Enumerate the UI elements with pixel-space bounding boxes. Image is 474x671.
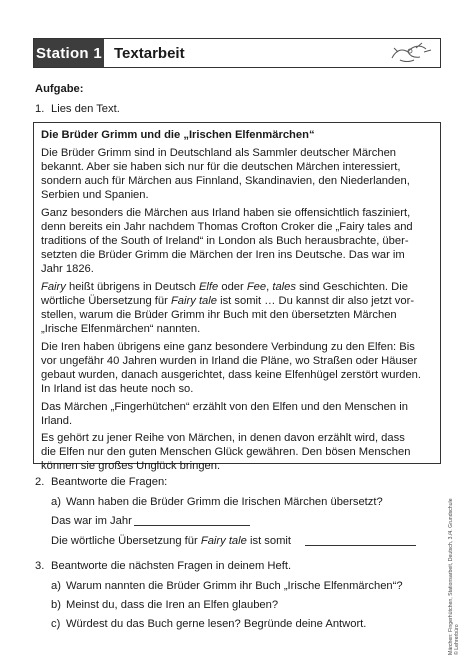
step3-text: Beantworte die nächsten Fragen in deinem Heft. <box>51 560 292 572</box>
text-line: denn bereits ein Jahr nachdem Thomas Crofton Croker die „Fairy tales and <box>41 221 413 233</box>
step3-number: 3. <box>35 560 45 572</box>
text-line: Fairy heißt übrigens in Deutsch Elfe oder Fee, tales sind Geschichten. Die <box>41 281 408 293</box>
question-3b: Meinst du, dass die Iren an Elfen glauben? <box>66 599 279 611</box>
question-label: a) <box>51 496 61 508</box>
story-paragraph-6 <box>41 431 437 473</box>
answer-prompt-translation: Die wörtliche Übersetzung für Fairy tale ist somit <box>51 535 292 547</box>
question-3c: Würdest du das Buch gerne lesen? Begründe deine Antwort. <box>66 618 367 630</box>
question-2a: Wann haben die Brüder Grimm die Irischen Märchen übersetzt? <box>66 496 383 508</box>
text-line: die Elfen nur den guten Menschen Glück gewähren. Den bösen Menschen <box>41 446 411 458</box>
station-header <box>33 38 441 68</box>
question-3a: Warum nannten die Brüder Grimm ihr Buch „Irische Elfenmärchen“? <box>66 580 403 592</box>
side-credit <box>448 480 458 655</box>
text-line: vor ungefähr 40 Jahren wurden in Irland die Pläne, wo Straßen oder Häuser <box>41 355 418 367</box>
text-line: Serbien und Spanien. <box>41 189 149 201</box>
text-line: gebaut wurden, danach ausgerichtet, dass keine Elfenhügel zerstört wurden. <box>41 369 421 381</box>
step1-number: 1. <box>35 103 45 115</box>
text-line: Ganz besonders die Märchen aus Irland haben sie offensichtlich fasziniert, <box>41 207 411 219</box>
text-line: traditions of the South of Ireland“ in London als Buch herausbrachte, über- <box>41 235 409 247</box>
text-line: Das Märchen „Fingerhütchen“ erzählt von den Elfen und den Menschen in <box>41 401 408 413</box>
text-line: Die Brüder Grimm sind in Deutschland als Sammler deutscher Märchen <box>41 147 397 159</box>
text-line: Es gehört zu jener Reihe von Märchen, in denen davon erzählt wird, dass <box>41 432 405 444</box>
fairy-drawing-icon <box>386 40 434 66</box>
text-line: wörtliche Übersetzung für Fairy tale ist somit … Du kannst dir also jetzt vor- <box>41 295 415 307</box>
step2-number: 2. <box>35 476 45 488</box>
text-line: „Irische Elfenmärchen“ nannten. <box>41 323 201 335</box>
side-credit-line: © Lehrerbüro <box>454 624 460 655</box>
story-title: Die Brüder Grimm und die „Irischen Elfenmärchen“ <box>41 129 315 141</box>
text-line: stellen, warum die Brüder Grimm ihr Buch mit den übersetzten Märchen <box>41 309 397 321</box>
story-paragraph-4 <box>41 340 437 396</box>
question-label: a) <box>51 580 61 592</box>
story-paragraph-5 <box>41 400 437 428</box>
side-credit-line: Märchen: Fingerhütchen, Stationsarbeit, Deutsch, 3./4. Grundschule <box>448 498 454 655</box>
answer-line-year[interactable] <box>134 525 250 526</box>
question-label: c) <box>51 618 61 630</box>
text-line: Irland. <box>41 415 73 427</box>
step2-text: Beantworte die Fragen: <box>51 476 168 488</box>
story-paragraph-3 <box>41 280 437 336</box>
text-line: In Irland ist das heute noch so. <box>41 383 194 395</box>
text-line: können sie großes Unglück bringen. <box>41 460 221 472</box>
story-paragraph-2 <box>41 206 437 276</box>
answer-prompt-year: Das war im Jahr <box>51 515 132 527</box>
text-line: Die Iren haben übrigens eine ganz besondere Verbindung zu den Elfen: Bis <box>41 341 415 353</box>
story-paragraph-1 <box>41 146 437 202</box>
text-line: setzten die Brüder Grimm die Märchen der Iren ins Deutsche. Das war im <box>41 249 405 261</box>
station-label: Station 1 <box>34 39 104 67</box>
answer-line-translation[interactable] <box>305 545 416 546</box>
text-line: sondern auch für Märchen aus Finnland, Skandinavien, den Niederlanden, <box>41 175 410 187</box>
question-label: b) <box>51 599 61 611</box>
text-line: bekannt. Aber sie haben sich nur für die deutschen Märchen interessiert, <box>41 161 401 173</box>
step1-text: Lies den Text. <box>51 103 120 115</box>
task-heading: Aufgabe: <box>35 83 84 95</box>
text-line: Jahr 1826. <box>41 263 94 275</box>
header-title: Textarbeit <box>114 44 185 62</box>
